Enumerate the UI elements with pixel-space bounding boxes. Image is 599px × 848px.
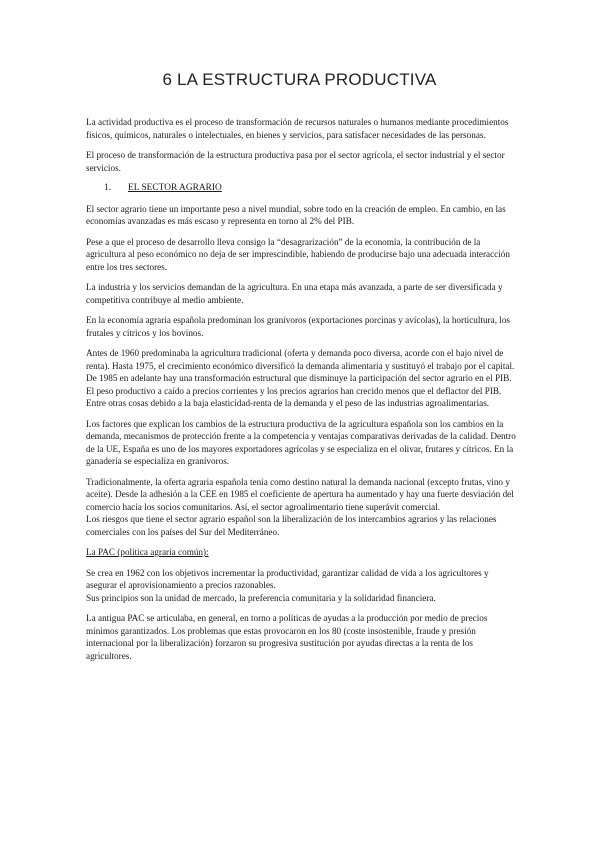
oferta-paragraph-1: Tradicionalmente, la oferta agraria española tenía como destino natural la demanda nacional (excepto frutas, vino y aceite). Desde la adhesión a la CEE en 1985 el coeficiente de apertura ha aumentado y hay una fuerte desviación del comercio hacia los socios comunitarios. Así, el sector agroalimentario tiene superávit comercial.: [86, 476, 514, 512]
intro-paragraph-1: La actividad productiva es el proceso de transformación de recursos naturales o humanos mediante procedimientos físicos, químicos, naturales o intelectuales, en bienes y servicios, para satisfacer necesidades de las personas.: [86, 117, 509, 140]
intro-paragraph-2: El proceso de transformación de la estructura productiva pasa por el sector agrícola, el sector industrial y el sector servicios.: [86, 150, 505, 173]
pac-paragraph-3: La antigua PAC se articulaba, en general, en torno a políticas de ayudas a la producción por medio de precios mínimos garantizados. Los problemas que estas provocaron en los 80 (coste insostenible, fraude y presión internacional por la liberalización) forzaron su progresiva sustitución por ayudas directas a la renta de los agricultores.: [86, 613, 488, 661]
section-number: 1.: [104, 183, 112, 193]
agrario-paragraph-2: Pese a que el proceso de desarrollo lleva consigo la “desagrarización” de la economía, la contribución de la agricultura al peso económico no deja de ser imprescindible, habiendo de producirse bajo una adecuada interacción entre los tres sectores.: [86, 236, 510, 272]
historia-paragraph-2: De 1985 en adelante hay una transformación estructural que disminuye la participación del sector agrario en el PIB. El peso productivo a caído a precios corrientes y los precios agrarios han crecido menos que el deflactor del PIB. Entre otras cosas debido a la baja elasticidad-renta de la demanda y el peso de las industrias agroalimentarias.: [86, 373, 512, 408]
factores-paragraph: Los factores que explican los cambios de la estructura productiva de la agricultura española son los cambios en la demanda, mecanismos de protección frente a la competencia y ventajas comparativas derivadas de la calidad. Dentro de la UE, España es uno de los mayores exportadores agrícolas y se especializa en el olivar, frutares y cítricos. En la ganadería se especializa en granívoros.: [86, 418, 516, 466]
oferta-paragraph-2: Los riesgos que tiene el sector agrario español son la liberalización de los intercambios agrarios y las relaciones comerciales con los países del Sur del Mediterráneo.: [86, 514, 497, 537]
agrario-paragraph-4: En la economía agraria española predominan los granívoros (exportaciones porcinas y avícolas), la horticultura, los frutales y cítricos y los bovinos.: [86, 315, 511, 338]
document-body: [86, 116, 516, 670]
section-title: EL SECTOR AGRARIO: [128, 183, 222, 193]
section-heading: [104, 182, 516, 195]
pac-heading: La PAC (política agraria común):: [86, 547, 209, 557]
pac-paragraph-2: Sus principios son la unidad de mercado, la preferencia comunitaria y la solidaridad financiera.: [86, 592, 436, 603]
agrario-paragraph-3: La industria y los servicios demandan de la agricultura. En una etapa más avanzada, a parte de ser diversificada y competitiva contribuye al medio ambiente.: [86, 282, 503, 305]
pac-paragraph-1: Se crea en 1962 con los objetivos incrementar la productividad, garantizar calidad de vida a los agricultores y asegurar el aprovisionamiento a precios razonables.: [86, 567, 489, 590]
agrario-paragraph-1: El sector agrario tiene un importante peso a nivel mundial, sobre todo en la creación de empleo. En cambio, en las economías avanzadas es más escaso y representa en torno al 2% del PIB.: [86, 203, 506, 226]
historia-paragraph-1: Antes de 1960 predominaba la agricultura tradicional (oferta y demanda poco diversa, acorde con el bajo nivel de renta). Hasta 1975, el crecimiento económico diversificó la demanda alimentaria y sustituyó el trabajo por el capital.: [86, 348, 515, 371]
page-title: 6 LA ESTRUCTURA PRODUCTIVA: [162, 70, 437, 89]
